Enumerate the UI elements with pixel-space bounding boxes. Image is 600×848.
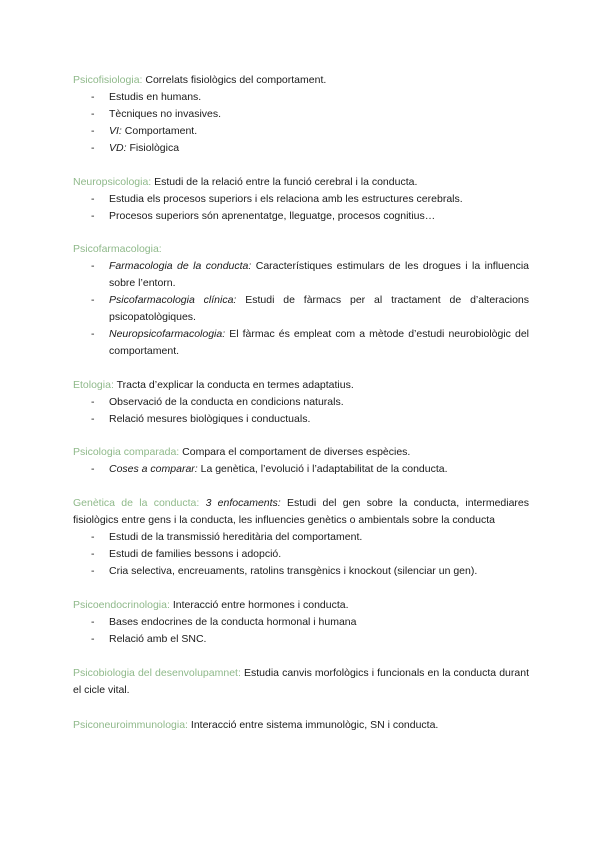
- dash-bullet: -: [91, 328, 95, 340]
- section-term: Neuropsicologia:: [73, 176, 152, 188]
- list-item: [73, 89, 529, 106]
- item-label: Coses a comparar:: [109, 463, 198, 475]
- section-psicobiologia-desenvolupament: [73, 665, 529, 699]
- item-text: Comportament.: [124, 125, 198, 137]
- list-item: [73, 292, 529, 326]
- section-term: Psicoendocrinologia:: [73, 599, 170, 611]
- list-item: [73, 106, 529, 123]
- dash-bullet: -: [91, 616, 95, 628]
- list-item: [73, 140, 529, 157]
- item-text: Tècniques no invasives.: [109, 108, 222, 120]
- dash-bullet: -: [91, 125, 95, 137]
- section-text: Estudi del gen sobre la conducta, intermediares fisiològics entre gens i la conducta, les influencies genètics o ambientals sobre la conducta: [73, 497, 530, 526]
- section-text: Interacció entre hormones i conducta.: [172, 599, 349, 611]
- section-psicofarmacologia: [73, 241, 529, 360]
- section-heading: [73, 597, 529, 614]
- list-item: [73, 461, 529, 478]
- section-text: Estudia canvis morfològics i funcionals en la conducta durant el cicle vital.: [73, 667, 529, 696]
- section-text: Tracta d’explicar la conducta en termes adaptatius.: [116, 379, 354, 391]
- list-item: [73, 326, 529, 360]
- item-text: Estudis en humans.: [109, 91, 202, 103]
- section-psiconeuroimmunologia: [73, 717, 529, 734]
- bullet-list: [73, 614, 529, 648]
- item-text: Cria selectiva, encreuaments, ratolins transgènics i knockout (silenciar un gen).: [109, 565, 478, 577]
- item-text: Relació mesures biològiques i conductuals.: [109, 413, 311, 425]
- section-term: Etologia:: [73, 379, 114, 391]
- item-label: Farmacologia de la conducta:: [109, 260, 252, 272]
- section-heading: [73, 495, 529, 529]
- section-text: Compara el comportament de diverses espècies.: [182, 446, 411, 458]
- bullet-list: [73, 394, 529, 428]
- dash-bullet: -: [91, 463, 95, 475]
- section-text: Estudi de la relació entre la funció cerebral i la conducta.: [154, 176, 418, 188]
- section-heading: [73, 444, 529, 461]
- item-text: Característiques estimulars de les drogues i la influencia sobre l’entorn.: [109, 260, 529, 289]
- section-term: Psicofarmacologia:: [73, 243, 162, 255]
- bullet-list: [73, 258, 529, 360]
- list-item: [73, 631, 529, 648]
- item-text: Estudia els procesos superiors i els relaciona amb les estructures cerebrals.: [109, 193, 463, 205]
- section-psicoendocrinologia: [73, 597, 529, 648]
- list-item: [73, 208, 529, 225]
- list-item: [73, 614, 529, 631]
- section-psicologia-comparada: [73, 444, 529, 478]
- dash-bullet: -: [91, 531, 95, 543]
- bullet-list: [73, 191, 529, 225]
- item-text: Estudi de families bessons i adopció.: [109, 548, 282, 560]
- section-etologia: [73, 377, 529, 428]
- section-heading: [73, 665, 529, 699]
- section-heading: [73, 377, 529, 394]
- dash-bullet: -: [91, 91, 95, 103]
- item-label: Psicofarmacologia clínica:: [109, 294, 237, 306]
- list-item: [73, 546, 529, 563]
- item-text: Fisiològica: [129, 142, 180, 154]
- list-item: [73, 123, 529, 140]
- section-term: Genètica de la conducta:: [73, 497, 200, 509]
- bullet-list: [73, 89, 529, 157]
- bullet-list: [73, 529, 529, 580]
- dash-bullet: -: [91, 142, 95, 154]
- dash-bullet: -: [91, 633, 95, 645]
- item-text: Estudi de fàrmacs per al tractament de d’alteracions psicopatològiques.: [109, 294, 530, 323]
- section-psicofisiologia: [73, 72, 529, 157]
- item-label: Neuropsicofarmacologia:: [109, 328, 226, 340]
- section-neuropsicologia: [73, 174, 529, 225]
- dash-bullet: -: [91, 396, 95, 408]
- section-text: Interacció entre sistema immunològic, SN i conducta.: [190, 719, 439, 731]
- dash-bullet: -: [91, 193, 95, 205]
- list-item: [73, 563, 529, 580]
- item-label: VD:: [109, 142, 127, 154]
- section-term: Psiconeuroimmunologia:: [73, 719, 188, 731]
- list-item: [73, 258, 529, 292]
- item-text: Relació amb el SNC.: [109, 633, 207, 645]
- section-heading: [73, 174, 529, 191]
- dash-bullet: -: [91, 260, 95, 272]
- section-genetica-conducta: [73, 495, 529, 580]
- section-text: Correlats fisiològics del comportament.: [145, 74, 327, 86]
- item-text: Estudi de la transmissió hereditària del comportament.: [109, 531, 363, 543]
- list-item: [73, 394, 529, 411]
- list-item: [73, 529, 529, 546]
- item-label: VI:: [109, 125, 122, 137]
- section-term: Psicofisiologia:: [73, 74, 143, 86]
- dash-bullet: -: [91, 294, 95, 306]
- section-label: 3 enfocaments:: [205, 497, 281, 509]
- section-heading: [73, 241, 529, 258]
- dash-bullet: -: [91, 108, 95, 120]
- section-term: Psicologia comparada:: [73, 446, 180, 458]
- list-item: [73, 411, 529, 428]
- dash-bullet: -: [91, 565, 95, 577]
- bullet-list: [73, 461, 529, 478]
- item-text: Bases endocrines de la conducta hormonal i humana: [109, 616, 357, 628]
- item-text: Procesos superiors són aprenentatge, lleguatge, procesos cognitius…: [109, 210, 436, 222]
- item-text: La genètica, l’evolució i l’adaptabilitat de la conducta.: [200, 463, 448, 475]
- item-text: El fàrmac és empleat com a mètode d’estudi neurobiològic del comportament.: [109, 328, 529, 357]
- dash-bullet: -: [91, 548, 95, 560]
- dash-bullet: -: [91, 413, 95, 425]
- section-heading: [73, 717, 529, 734]
- item-text: Observació de la conducta en condicions naturals.: [109, 396, 344, 408]
- section-term: Psicobiologia del desenvolupamnet:: [73, 667, 241, 679]
- section-heading: [73, 72, 529, 89]
- list-item: [73, 191, 529, 208]
- dash-bullet: -: [91, 210, 95, 222]
